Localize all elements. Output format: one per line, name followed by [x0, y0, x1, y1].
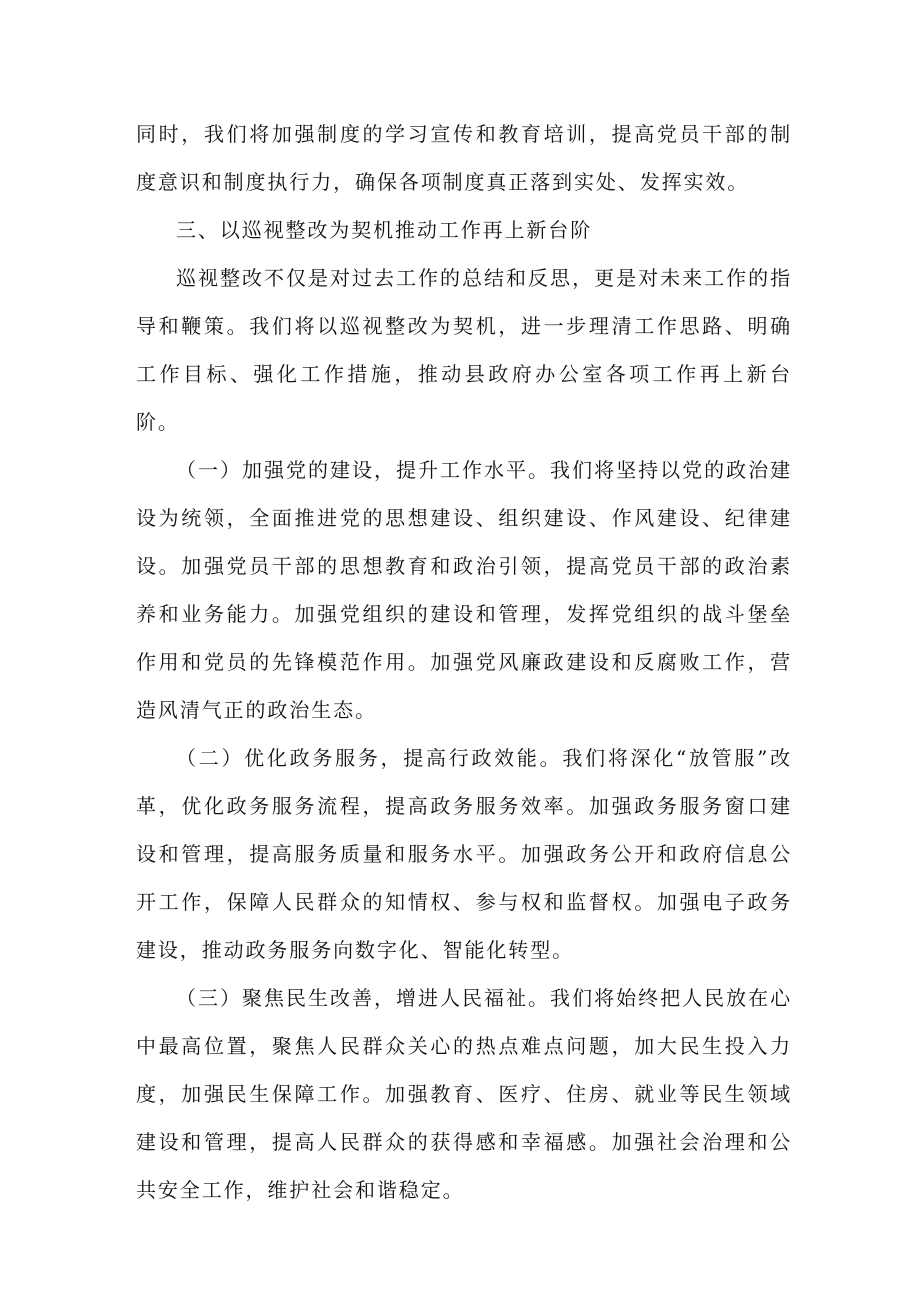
paragraph-item-3: （三）聚焦民生改善，增进人民福祉。我们将始终把人民放在心中最高位置，聚焦人民群众关心的热点难点问题，加大民生投入力度，加强民生保障工作。加强教育、医疗、住房、就业等民生领域建设和管理，提高人民群众的获得感和幸福感。加强社会治理和公共安全工作，维护社会和谐稳定。 [136, 986, 792, 1202]
document-body [136, 110, 792, 1214]
paragraph-item-2: （二）优化政务服务，提高行政效能。我们将深化“放管服”改革，优化政务服务流程，提高政务服务效率。加强政务服务窗口建设和管理，提高服务质量和服务水平。加强政务公开和政府信息公开工作，保障人民群众的知情权、参与权和监督权。加强电子政务建设，推动政务服务向数字化、智能化转型。 [136, 746, 792, 962]
paragraph-continuation: 同时，我们将加强制度的学习宣传和教育培训，提高党员干部的制度意识和制度执行力，确保各项制度真正落到实处、发挥实效。 [136, 122, 792, 194]
section-heading: 三、以巡视整改为契机推动工作再上新台阶 [176, 218, 593, 242]
paragraph-item-1: （一）加强党的建设，提升工作水平。我们将坚持以党的政治建设为统领，全面推进党的思想建设、组织建设、作风建设、纪律建设。加强党员干部的思想教育和政治引领，提高党员干部的政治素养和业务能力。加强党组织的建设和管理，发挥党组织的战斗堡垒作用和党员的先锋模范作用。加强党风廉政建设和反腐败工作，营造风清气正的政治生态。 [136, 458, 792, 722]
paragraph-section-intro: 巡视整改不仅是对过去工作的总结和反思，更是对未来工作的指导和鞭策。我们将以巡视整改为契机，进一步理清工作思路、明确工作目标、强化工作措施，推动县政府办公室各项工作再上新台阶。 [136, 266, 792, 434]
